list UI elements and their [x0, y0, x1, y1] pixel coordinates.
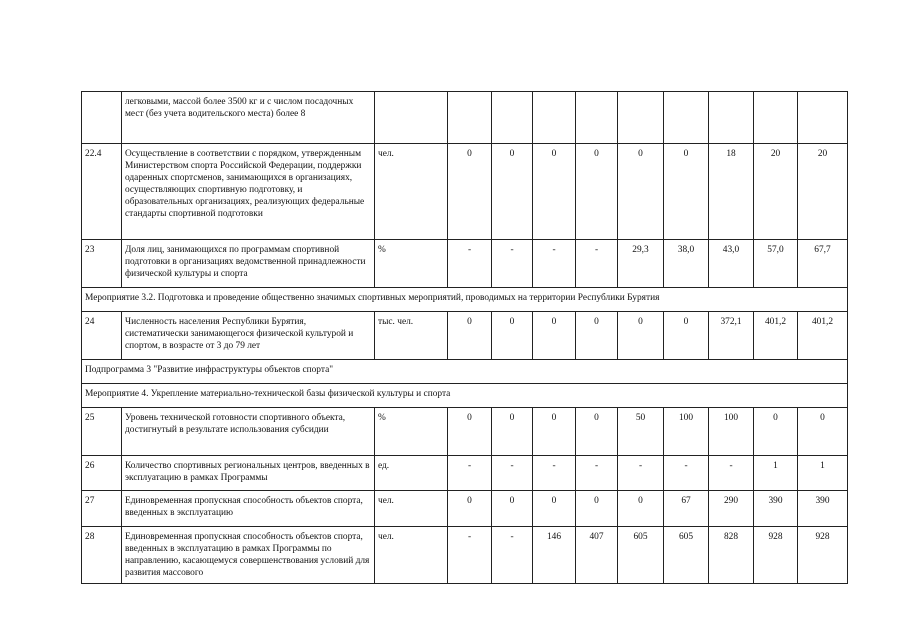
value-cell: 928	[754, 527, 798, 584]
value-cell: -	[448, 240, 492, 288]
section-row	[82, 288, 848, 312]
value-cell: 0	[664, 144, 709, 240]
value-cell: 605	[618, 527, 664, 584]
value-cell: 372,1	[709, 312, 754, 360]
value-cell: 0	[576, 408, 618, 456]
value-cell: -	[709, 456, 754, 491]
unit-cell: чел.	[375, 144, 448, 240]
value-cell: 0	[664, 312, 709, 360]
row-number: 22.4	[82, 144, 122, 240]
value-cell: 67	[664, 491, 709, 527]
value-cell: 390	[798, 491, 848, 527]
value-cell: 0	[576, 144, 618, 240]
value-cell: 401,2	[754, 312, 798, 360]
table-row	[82, 491, 848, 527]
row-number: 23	[82, 240, 122, 288]
row-number	[82, 92, 122, 144]
value-cell: 146	[533, 527, 576, 584]
value-cell	[533, 92, 576, 144]
value-cell: 1	[754, 456, 798, 491]
value-cell: 100	[709, 408, 754, 456]
value-cell: 828	[709, 527, 754, 584]
value-cell: 0	[448, 491, 492, 527]
value-cell: -	[618, 456, 664, 491]
value-cell: 67,7	[798, 240, 848, 288]
indicator-name: Количество спортивных региональных центров, введенных в эксплуатацию в рамках Программы	[122, 456, 375, 491]
value-cell: 0	[492, 144, 533, 240]
section-heading: Мероприятие 4. Укрепление материально-технической базы физической культуры и спорта	[82, 384, 848, 408]
value-cell: -	[492, 456, 533, 491]
unit-cell: %	[375, 408, 448, 456]
value-cell: 0	[492, 312, 533, 360]
value-cell: 0	[533, 312, 576, 360]
unit-cell: ед.	[375, 456, 448, 491]
value-cell	[576, 92, 618, 144]
value-cell: -	[448, 527, 492, 584]
value-cell: 1	[798, 456, 848, 491]
value-cell: 29,3	[618, 240, 664, 288]
value-cell: 0	[576, 312, 618, 360]
value-cell: 0	[618, 312, 664, 360]
row-number: 24	[82, 312, 122, 360]
section-row	[82, 384, 848, 408]
section-row	[82, 360, 848, 384]
value-cell: -	[492, 240, 533, 288]
value-cell: 20	[798, 144, 848, 240]
value-cell	[754, 92, 798, 144]
unit-cell: чел.	[375, 491, 448, 527]
value-cell: -	[664, 456, 709, 491]
indicator-name: Доля лиц, занимающихся по программам спортивной подготовки в организациях ведомственной принадлежности физической культуры и спорта	[122, 240, 375, 288]
value-cell: -	[533, 240, 576, 288]
value-cell	[618, 92, 664, 144]
unit-cell: чел.	[375, 527, 448, 584]
value-cell: -	[448, 456, 492, 491]
value-cell: 0	[618, 144, 664, 240]
unit-cell: тыс. чел.	[375, 312, 448, 360]
value-cell: 0	[798, 408, 848, 456]
indicator-name: легковыми, массой более 3500 кг и с числом посадочных мест (без учета водительского места) более 8	[122, 92, 375, 144]
unit-cell: %	[375, 240, 448, 288]
value-cell: 50	[618, 408, 664, 456]
value-cell: -	[576, 456, 618, 491]
value-cell: 0	[448, 312, 492, 360]
indicator-name: Единовременная пропускная способность объектов спорта, введенных в эксплуатацию в рамках Программы по направлению, касающемуся совершенствования условий для развития массового	[122, 527, 375, 584]
value-cell: 0	[492, 408, 533, 456]
value-cell: 100	[664, 408, 709, 456]
value-cell: 20	[754, 144, 798, 240]
value-cell: 605	[664, 527, 709, 584]
table-row	[82, 527, 848, 584]
value-cell: 0	[492, 491, 533, 527]
value-cell: 0	[448, 408, 492, 456]
indicator-name: Единовременная пропускная способность объектов спорта, введенных в эксплуатацию	[122, 491, 375, 527]
value-cell	[664, 92, 709, 144]
value-cell: 0	[533, 144, 576, 240]
value-cell	[448, 92, 492, 144]
table-row	[82, 240, 848, 288]
section-heading: Мероприятие 3.2. Подготовка и проведение общественно значимых спортивных мероприятий, проводимых на территории Республики Бурятия	[82, 288, 848, 312]
value-cell: 401,2	[798, 312, 848, 360]
indicator-name: Численность населения Республики Бурятия, систематически занимающегося физической культурой и спортом, в возрасте от 3 до 79 лет	[122, 312, 375, 360]
value-cell: -	[576, 240, 618, 288]
row-number: 25	[82, 408, 122, 456]
table-row	[82, 456, 848, 491]
row-number: 26	[82, 456, 122, 491]
indicators-table	[81, 91, 848, 584]
table-row	[82, 408, 848, 456]
table-row	[82, 312, 848, 360]
table-row	[82, 92, 848, 144]
value-cell: 0	[754, 408, 798, 456]
table-row	[82, 144, 848, 240]
value-cell: 290	[709, 491, 754, 527]
row-number: 27	[82, 491, 122, 527]
value-cell: 0	[448, 144, 492, 240]
table-body	[82, 92, 848, 584]
value-cell	[709, 92, 754, 144]
value-cell: 0	[576, 491, 618, 527]
value-cell: 43,0	[709, 240, 754, 288]
value-cell: -	[492, 527, 533, 584]
value-cell: 0	[618, 491, 664, 527]
value-cell: 0	[533, 408, 576, 456]
value-cell: 0	[533, 491, 576, 527]
value-cell	[492, 92, 533, 144]
value-cell: 928	[798, 527, 848, 584]
section-heading: Подпрограмма 3 "Развитие инфраструктуры объектов спорта"	[82, 360, 848, 384]
indicator-name: Осуществление в соответствии с порядком, утвержденным Министерством спорта Российской Федерации, поддержки одаренных спортсменов, занимающихся в организациях, осуществляющих спортивную подготовку, и образовательных организациях, реализующих федеральные стандарты спортивной подготовки	[122, 144, 375, 240]
value-cell: 57,0	[754, 240, 798, 288]
value-cell: 38,0	[664, 240, 709, 288]
value-cell: -	[533, 456, 576, 491]
value-cell: 407	[576, 527, 618, 584]
value-cell: 18	[709, 144, 754, 240]
row-number: 28	[82, 527, 122, 584]
value-cell: 390	[754, 491, 798, 527]
value-cell	[798, 92, 848, 144]
unit-cell	[375, 92, 448, 144]
indicator-name: Уровень технической готовности спортивного объекта, достигнутый в результате использования субсидии	[122, 408, 375, 456]
